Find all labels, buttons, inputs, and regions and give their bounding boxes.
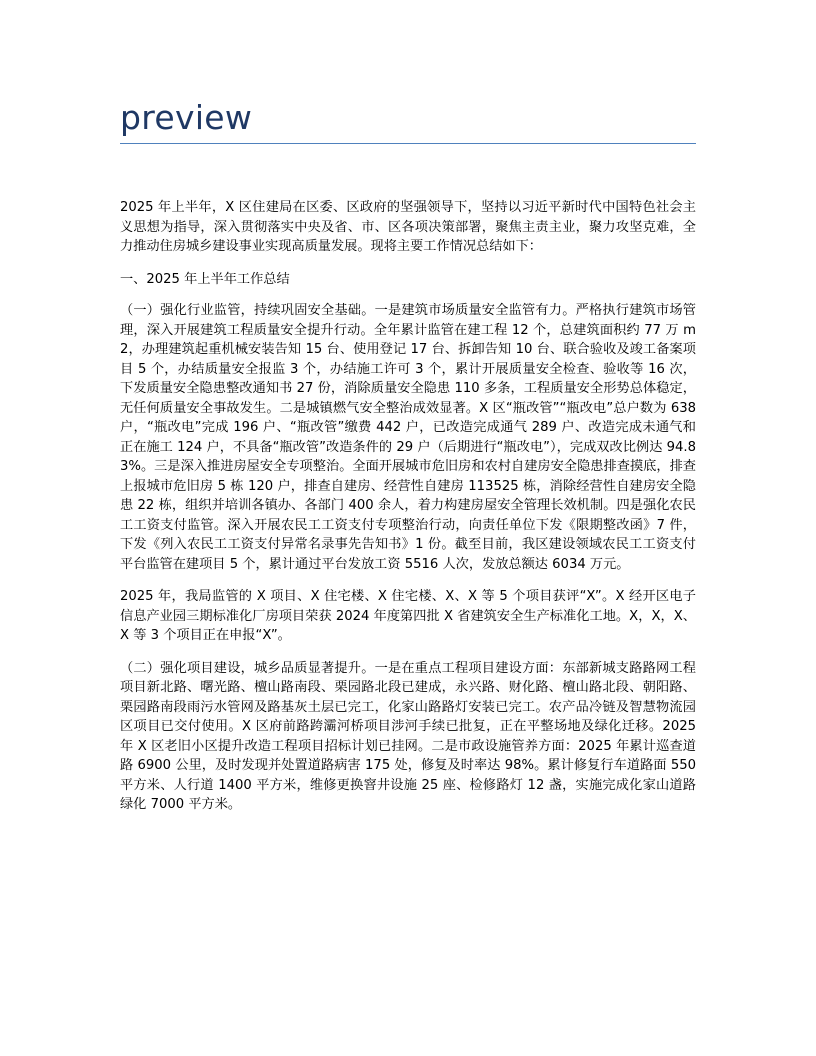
intro-paragraph: 2025 年上半年，X 区住建局在区委、区政府的坚强领导下，坚持以习近平新时代中国特色社会主义思想为指导，深入贯彻落实中央及省、市、区各项决策部署，聚焦主责主业，聚力攻坚克难，全力推动住房城乡建设事业实现高质量发展。现将主要工作情况总结如下： <box>120 200 696 254</box>
body-paragraph: （二）强化项目建设，城乡品质显著提升。一是在重点工程项目建设方面：东部新城支路路网工程项目新北路、曙光路、檀山路南段、栗园路北段已建成，永兴路、财化路、檀山路北段、朝阳路、栗园路南段雨污水管网及路基灰土层已完工，化家山路路灯安装已完工。农产品冷链及智慧物流园区项目已交付使用。X 区府前路跨灞河桥项目涉河手续已批复，正在平整场地及绿化迁移。2025 年 X 区老旧小区提升改造工程项目招标计划已挂网。二是市政设施管养方面：2025 年累计巡查道路 6900 公里，及时发现并处置道路病害 175 处，修复及时率达 98%。累计修复行车道路面 550 平方米、人行道 1400 平方米，维修更换窨井设施 25 座、检修路灯 12 盏，实施完成化家山道路绿化 7000 平方米。 <box>120 660 696 812</box>
section-heading: 一、2025 年上半年工作总结 <box>120 271 290 287</box>
title-divider <box>120 143 696 144</box>
body-paragraph: （一）强化行业监管，持续巩固安全基础。一是建筑市场质量安全监管有力。严格执行建筑市场管理，深入开展建筑工程质量安全提升行动。全年累计监管在建工程 12 个，总建筑面积约 77 万 m2，办理建筑起重机械安装告知 15 台、使用登记 17 台、拆卸告知 10 台、联合验收及竣工备案项目 5 个，办结质量安全报监 3 个，办结施工许可 3 个，累计开展质量安全检查、验收等 16 次，下发质量安全隐患整改通知书 27 份，消除质量安全隐患 110 多条，工程质量安全形势总体稳定，无任何质量安全事故发生。二是城镇燃气安全整治成效显著。X 区“瓶改管”“瓶改电”总户数为 638 户，“瓶改电”完成 196 户、“瓶改管”缴费 442 户，已改造完成通气 289 户、改造完成未通气和正在施工 124 户，不具备“瓶改管”改造条件的 29 户（后期进行“瓶改电”），完成双改比例达 94.83%。三是深入推进房屋安全专项整治。全面开展城市危旧房和农村自建房安全隐患排查摸底，排查上报城市危旧房 5 栋 120 户，排查自建房、经营性自建房 113525 栋，消除经营性自建房安全隐患 22 栋，组织并培训各镇办、各部门 400 余人，着力构建房屋安全管理长效机制。四是强化农民工工资支付监管。深入开展农民工工资支付专项整治行动，向责任单位下发《限期整改函》7 件，下发《列入农民工工资支付异常名录事先告知书》1 份。截至目前，我区建设领域农民工工资支付平台监管在建项目 5 个，累计通过平台发放工资 5516 人次，发放总额达 6034 万元。 <box>120 303 696 572</box>
body-paragraph: 2025 年，我局监管的 X 项目、X 住宅楼、X 住宅楼、X、X 等 5 个项目获评“X”。X 经开区电子信息产业园三期标准化厂房项目荣获 2024 年度第四批 X 省建筑安全生产标准化工地。X，X，X、X 等 3 个项目正在申报“X”。 <box>120 589 696 643</box>
document-body <box>120 198 696 828</box>
page-title: preview <box>120 98 253 137</box>
